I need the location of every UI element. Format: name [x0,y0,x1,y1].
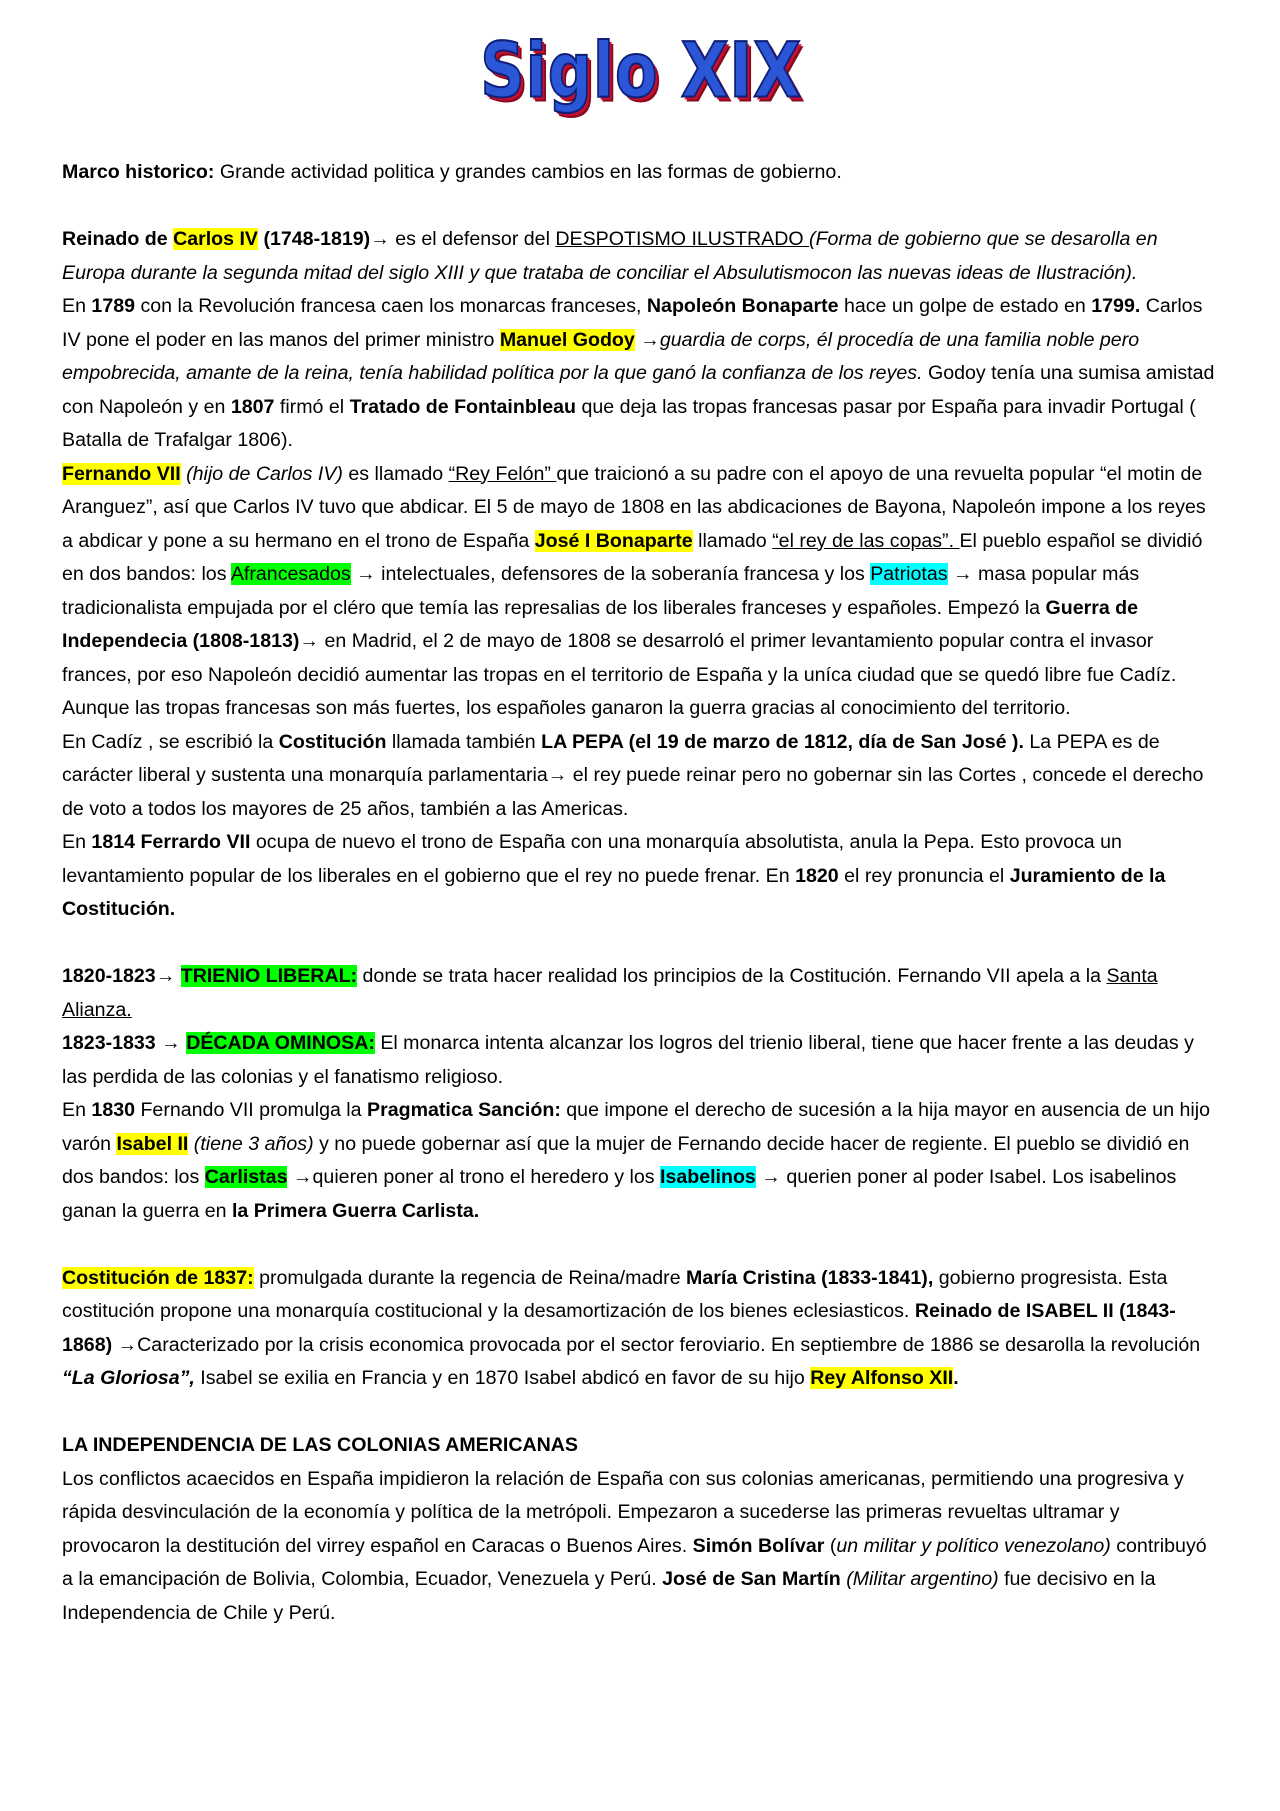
text-run: llamada también [386,730,542,753]
text-run: 1820-1823→ [62,965,181,987]
paragraph-trienio-liberal [62,960,1220,1027]
text-run: Reinado de [62,228,174,250]
text-run: → [755,1166,781,1188]
text-run: En [62,831,92,853]
text-run: 1789 [91,295,136,317]
highlight-decada-ominosa: DÉCADA OMINOSA: [186,1032,375,1054]
paragraph-independencia [62,1463,1220,1631]
paragraph-cadiz [62,726,1220,827]
text-run: 1799. [1091,295,1141,317]
highlight-carlistas: Carlistas [204,1166,288,1188]
text-run: contribuyó a la emancipación de Bolivia, Colombia, Ecuador, Venezuela y Perú. [62,1534,1207,1590]
marco-historico [62,156,1220,190]
paragraph-fernando-vii [62,458,1220,726]
text-run: Tratado de Fontainbleau [349,395,577,418]
text-run: 1830 [91,1099,136,1121]
title-area [62,0,1220,115]
underlined-rey-copas: “el rey de las copas”. [772,529,960,552]
text-run: (1748-1819)→ [258,228,390,250]
text-run: 1823-1833 → [62,1032,187,1054]
text-run: María Cristina (1833-1841), [686,1266,934,1289]
paragraph-1814 [62,826,1220,927]
text-run: Juramiento de la Costitución. [62,864,1166,920]
text-run: un militar y político venezolano) [836,1534,1111,1557]
highlight-manuel-godoy: Manuel Godoy [499,328,635,351]
underlined-despotismo: DESPOTISMO ILUSTRADO [555,228,810,250]
text-run: . [953,1367,959,1389]
paragraph-1830 [62,1094,1220,1228]
text-run: José de San Martín [662,1568,841,1590]
text-run: firmó el [274,395,350,418]
paragraph-carlos-iv [62,223,1220,458]
text-run: Pragmatica Sanción: [367,1099,561,1121]
text-run: La PEPA es de carácter liberal y sustenta una monarquía parlamentaria→ el rey puede reinar pero no gobernar sin las Cortes , concede el derecho de voto a todos los mayores de 25 años, también a las Americas. [62,730,1204,820]
text-run: ( [824,1534,837,1557]
marco-label: Marco historico: [62,161,215,183]
text-run: hace un golpe de estado en [838,295,1092,317]
page-title: Siglo XIX [480,25,802,115]
text-run: fue decisivo en la Independencia de Chile y Perú. [62,1568,1156,1624]
paragraph-decada-ominosa [62,1027,1220,1094]
text-run: 1814 Ferrardo VII [91,831,251,853]
text-run: → intelectuales, defensores de la soberanía francesa y los [350,563,871,585]
spacer [62,927,1220,961]
text-run: “La Gloriosa”, [62,1367,195,1389]
text-run: El pueblo español se dividió en dos bandos: los [62,529,1203,585]
text-run: (Militar argentino) [846,1568,999,1590]
text-run: En Cadíz , se escribió la [62,730,279,753]
text-run: es llamado [342,462,449,485]
text-run: (hijo de Carlos IV) [180,462,343,485]
text-run: LA PEPA (el 19 de marzo de 1812, día de San José ). [541,730,1024,753]
text-run: gobierno progresista. Esta costitución propone una monarquía costitucional y la desamortización de los bienes eclesiasticos. [62,1266,1168,1322]
text-run: Godoy tenía una sumisa amistad con Napoleón y en [62,362,1215,418]
document-body [62,156,1220,1630]
spacer [62,1228,1220,1262]
spacer [62,1396,1220,1430]
highlight-trienio-liberal: TRIENIO LIBERAL: [180,965,358,987]
text-run: Guerra de Independecia (1808-1813)→ [62,596,1139,652]
text-run: promulgada durante la regencia de Reina/madre [253,1266,687,1289]
text-run: con la Revolución francesa caen los monarcas franceses, [135,295,647,317]
highlight-patriotas: Patriotas [870,563,948,585]
highlight-carlos-iv: Carlos IV [173,228,259,250]
heading-text: LA INDEPENDENCIA DE LAS COLONIAS AMERICANAS [62,1434,578,1456]
highlight-afrancesados: Afrancesados [230,563,351,585]
text-run: quieren poner al trono el heredero y los [312,1166,660,1188]
text-run: querien poner al poder Isabel. Los isabelinos ganan la guerra en [62,1166,1177,1222]
highlight-isabel-ii: Isabel II [116,1132,189,1155]
section-heading-independencia [62,1429,1220,1463]
text-run: En [62,1099,92,1121]
text-run: Napoleón Bonaparte [646,295,839,317]
text-run: el rey pronuncia el [838,864,1010,887]
text-run: donde se trata hacer realidad los principios de la Costitución. Fernando VII apela a la [357,965,1107,987]
text-run: Carlos IV pone el poder en las manos del primer ministro [62,295,1203,351]
italic-definition: (Forma de gobierno que se desarolla en Europa durante la segunda mitad del siglo XIII y que trataba de conciliar el Absulutismocon las nuevas ideas de Ilustración). [62,228,1158,284]
text-run: es el defensor del [389,228,556,250]
text-run: y no puede gobernar así que la mujer de Fernando decide hacer de regiente. El pueblo se dividió en dos bandos: los [62,1132,1190,1188]
spacer [62,190,1220,224]
text-run: → [287,1166,313,1188]
underlined-santa-alianza: Santa Alianza. [62,965,1158,1021]
text-run: Los conflictos acaecidos en España impidieron la relación de España con sus colonias americanas, permitiendo una progresiva y rápida desvinculación de la economía y política de la metrópoli. Empezaron a sucederse las primeras revueltas ultramar y provocaron la destitución del virrey español en Caracas o Buenos Aires. [62,1467,1184,1557]
underlined-rey-felon: “Rey Felón” [448,462,557,485]
text-run: que deja las tropas francesas pasar por España para invadir Portugal ( Batalla de Trafalgar 1806). [62,395,1196,451]
text-run: Isabel se exilia en Francia y en 1870 Isabel abdicó en favor de su hijo [194,1367,811,1389]
text-run: Caracterizado por la crisis economica provocada por el sector feroviario. En septiembre de 1886 se desarolla la revolución [137,1333,1201,1356]
text-run: (tiene 3 años) [188,1132,314,1155]
highlight-alfonso-xii: Rey Alfonso XII [810,1367,954,1389]
text-run: → masa popular más tradicionalista empujada por el cléro que temía las represalias de los liberales franceses y españoles. Empezó la [62,563,1140,619]
text-run: 1807 [230,395,275,418]
text-run: ocupa de nuevo el trono de España con una monarquía absolutista, anula la Pepa. Esto provoca un levantamiento popular de los liberales en el gobierno que el rey no puede frenar. En [62,831,1122,887]
text-run: 1820 [795,864,839,887]
text-run: llamado [692,529,773,552]
text-run: El monarca intenta alcanzar los logros del trienio liberal, tiene que hacer frente a las deudas y las perdida de las colonias y el fanatismo religioso. [62,1032,1194,1088]
text-run: En [62,295,92,317]
text-run: que impone el derecho de sucesión a la hija mayor en ausencia de un hijo varón [62,1099,1211,1155]
highlight-fernando-vii: Fernando VII [62,462,181,485]
text-run: Fernando VII promulga la [135,1099,368,1121]
highlight-isabelinos: Isabelinos [660,1166,756,1188]
italic-godoy: guardia de corps, él procedía de una familia noble pero empobrecida, amante de la reina, tenía habilidad política por la que ganó la confianza de los reyes. [62,328,1140,384]
marco-text: Grande actividad politica y grandes cambios en las formas de gobierno. [214,161,842,183]
text-run: en Madrid, el 2 de mayo de 1808 se desarroló el primer levantamiento popular contra el invasor frances, por eso Napoleón decidió aumentar las tropas en el territorio de España y la uníca ciudad que se quedó libre fue Cadíz. Aunque las tropas francesas son más fuertes, los españoles ganaron la guerra gracias al conocimiento del territorio. [62,630,1177,719]
paragraph-costitucion-1837 [62,1262,1220,1396]
highlight-jose-bonaparte: José I Bonaparte [534,529,693,552]
text-run: que traicionó a su padre con el apoyo de una revuelta popular “el motin de Aranguez”, así que Carlos IV tuvo que abdicar. El 5 de mayo de 1808 en las abdicaciones de Bayona, Napoleón impone a los reyes a abdicar y pone a su hermano en el trono de España [62,462,1206,552]
text-run: Reinado de ISABEL II (1843-1868) → [62,1300,1176,1356]
text-run: Simón Bolívar [692,1534,825,1557]
text-run: Costitución [278,730,387,753]
text-run: la Primera Guerra Carlista. [231,1199,480,1222]
highlight-costitucion-1837: Costitución de 1837: [62,1266,254,1289]
text-run: → [634,328,660,351]
